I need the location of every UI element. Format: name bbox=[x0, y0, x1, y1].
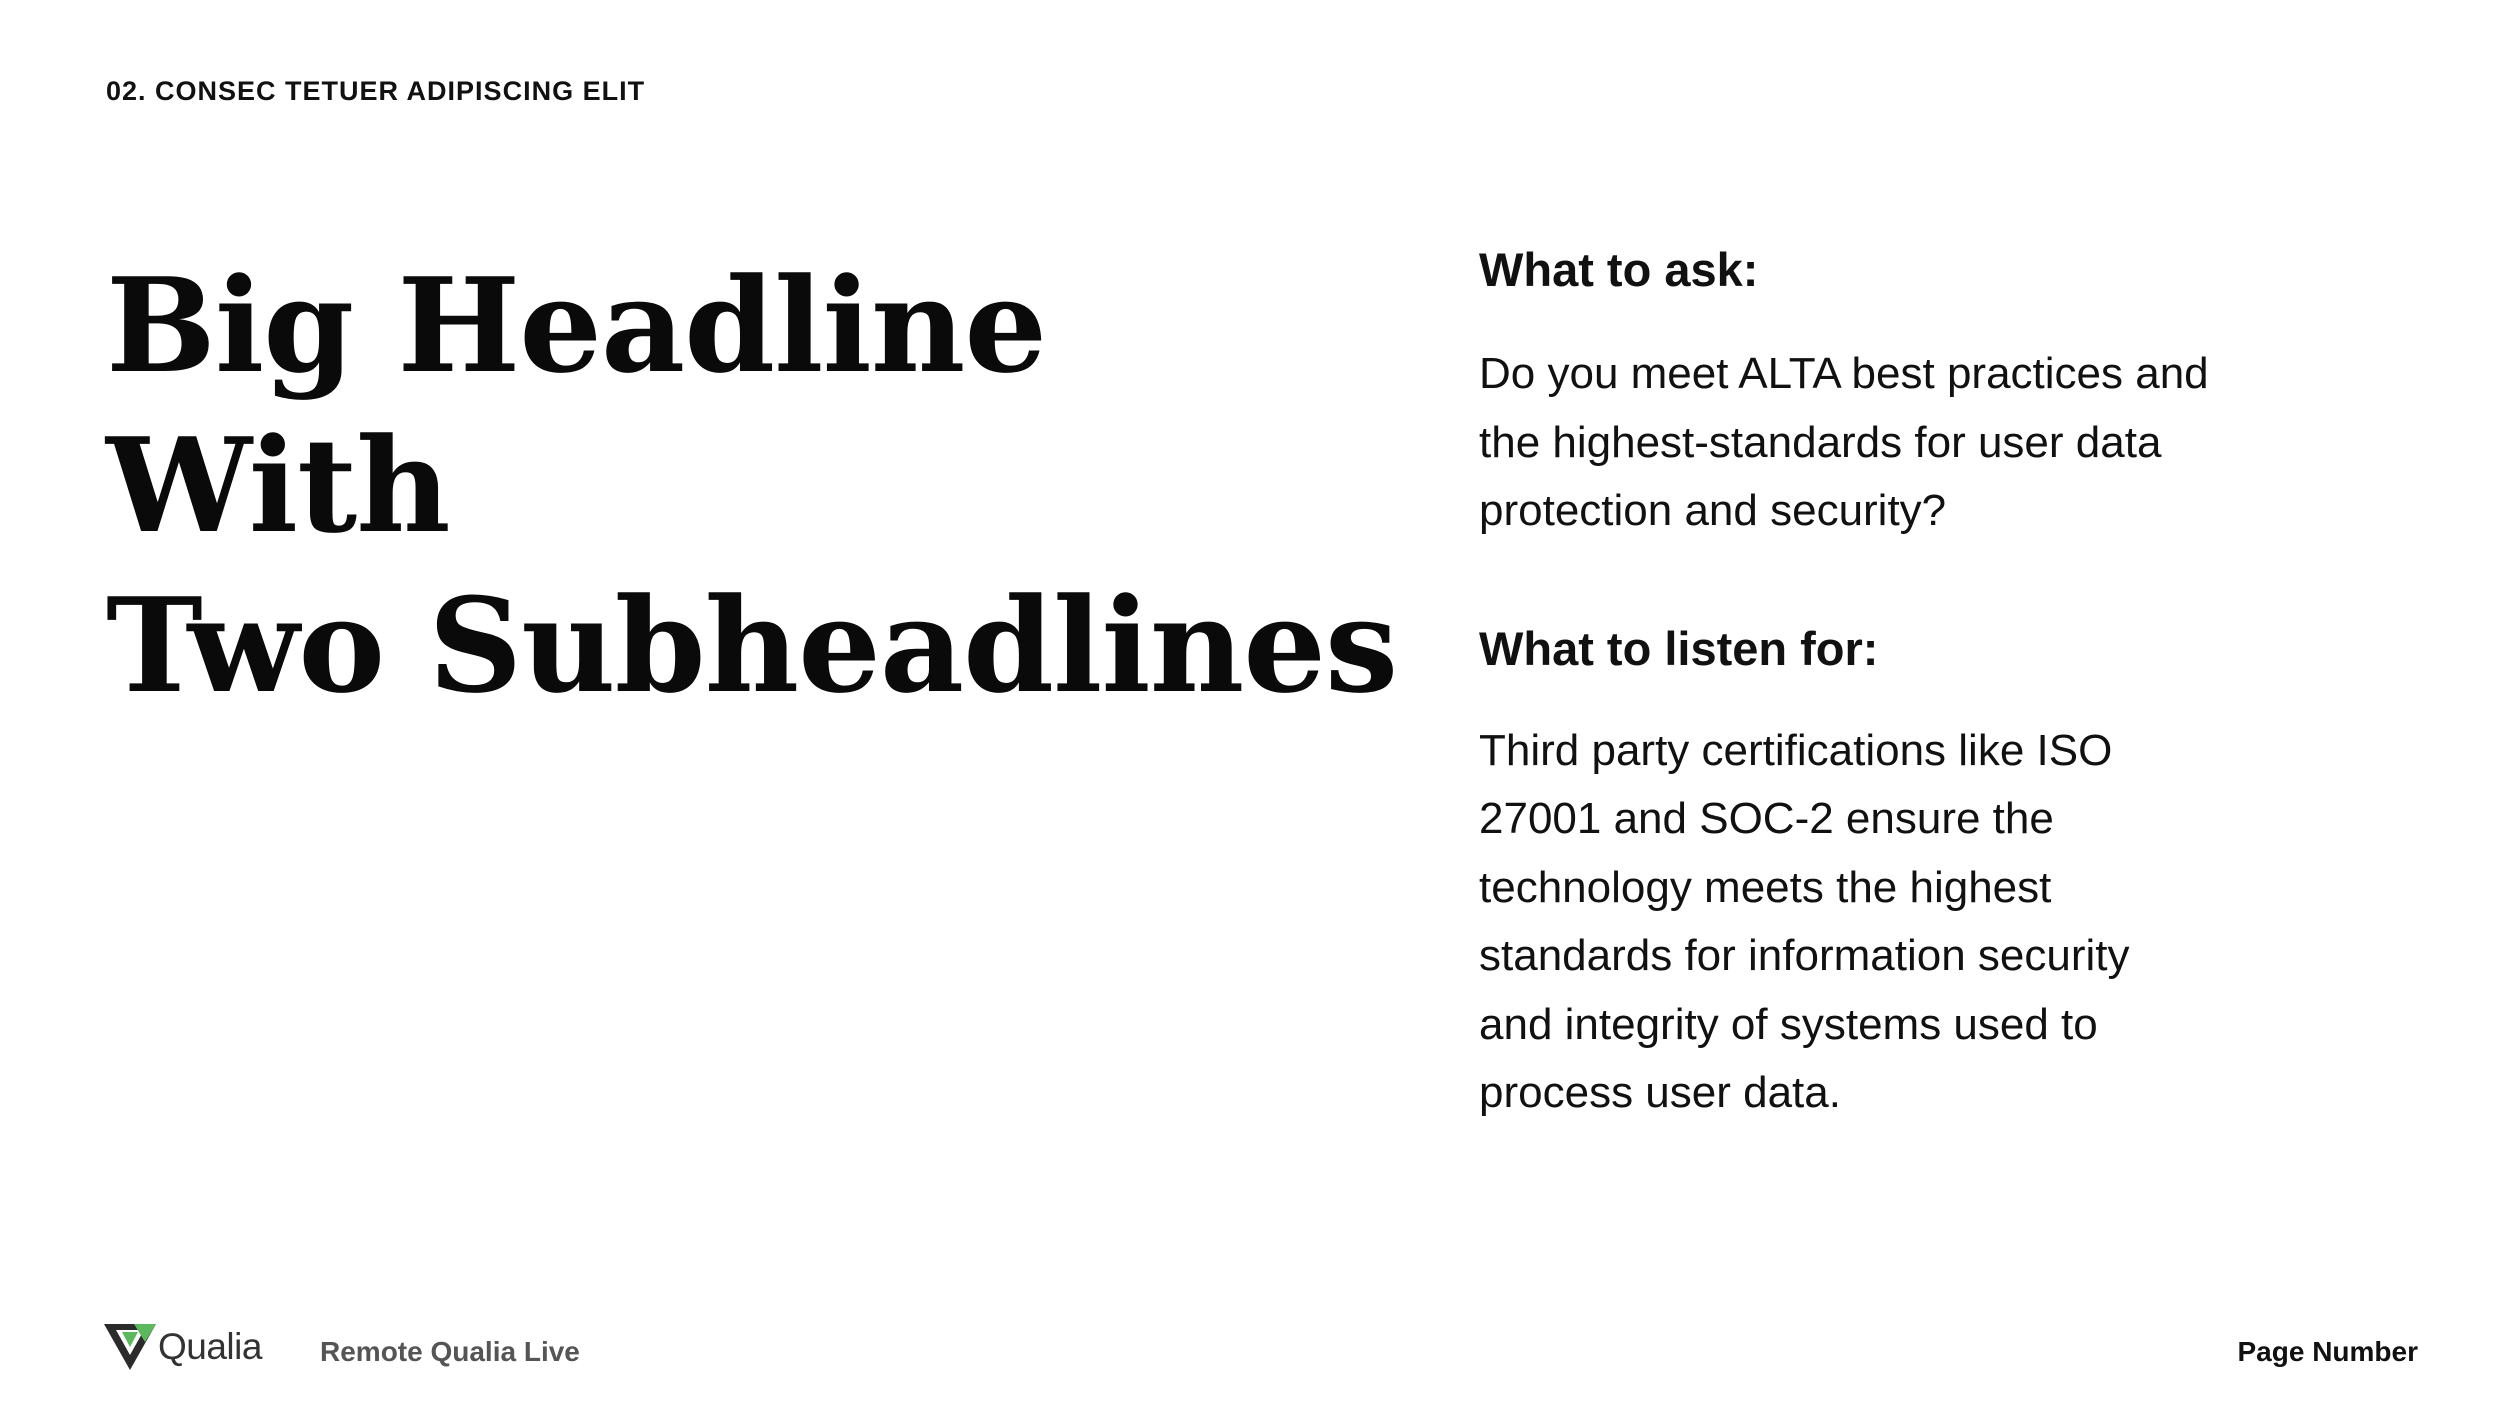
ask-line: Do you meet ALTA best practices and bbox=[1479, 349, 2209, 398]
headline-line-1: Big Headline With bbox=[106, 249, 1047, 562]
section-label: 02. CONSEC TETUER ADIPISCING ELIT bbox=[106, 76, 646, 106]
listen-body-text bbox=[1479, 717, 2299, 1128]
ask-body-text bbox=[1479, 340, 2299, 546]
content-column bbox=[1479, 240, 2299, 1128]
page-number: Page Number bbox=[2237, 1336, 2418, 1367]
listen-line: technology meets the highest bbox=[1479, 862, 2052, 912]
footer-presentation-title: Remote Qualia Live bbox=[320, 1336, 580, 1367]
listen-subheadline: What to listen for: bbox=[1479, 621, 1879, 675]
listen-line: and integrity of systems used to bbox=[1479, 999, 2098, 1049]
headline-line-2: Two Subheadlines bbox=[106, 569, 1398, 722]
footer bbox=[0, 1320, 2500, 1380]
listen-line: standards for information security bbox=[1479, 931, 2130, 980]
ask-line: protection and security? bbox=[1479, 486, 1947, 535]
qualia-v-logo-icon bbox=[104, 1322, 156, 1372]
page-headline bbox=[106, 246, 1406, 726]
logo-wordmark: Qualia bbox=[158, 1326, 262, 1367]
listen-line: process user data. bbox=[1479, 1068, 1841, 1117]
listen-line: Third party certifications like ISO bbox=[1479, 725, 2113, 775]
listen-line: 27001 and SOC-2 ensure the bbox=[1479, 794, 2054, 843]
qualia-logo bbox=[104, 1320, 262, 1374]
ask-subheadline: What to ask: bbox=[1479, 243, 1759, 296]
ask-line: the highest-standards for user data bbox=[1479, 417, 2162, 467]
